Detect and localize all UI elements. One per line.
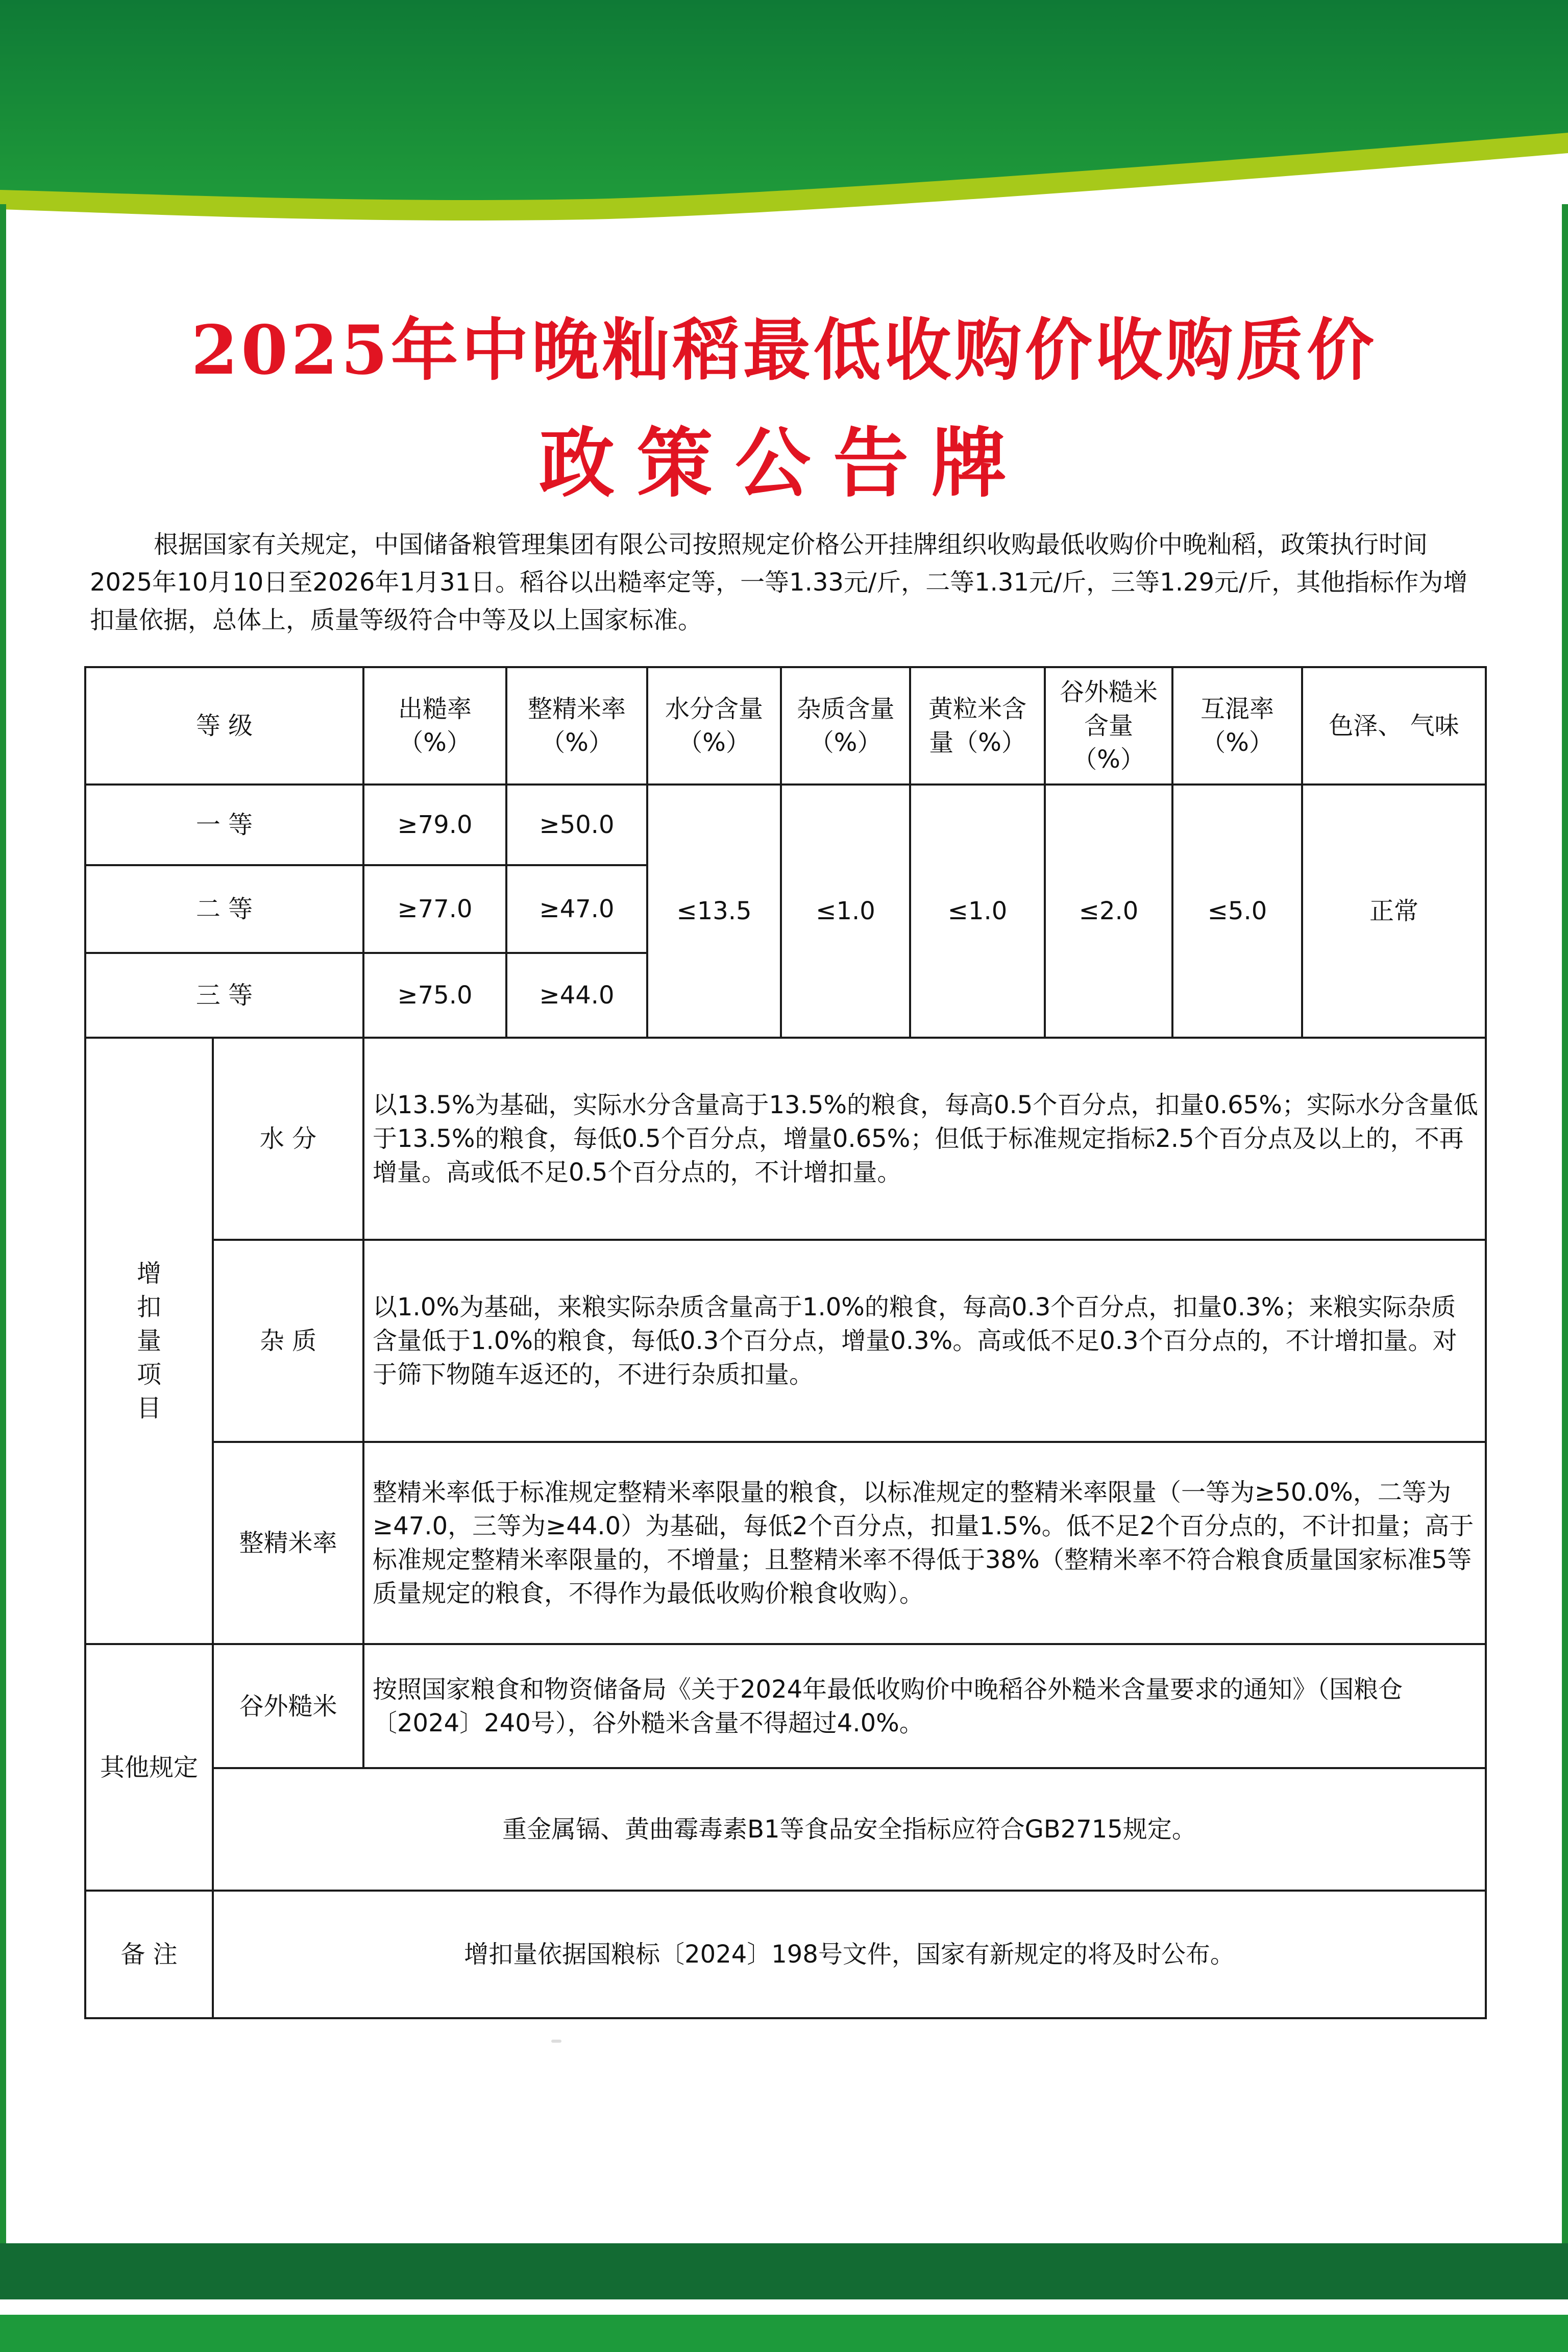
mixed-rate-limit: ≤5.0	[1172, 785, 1302, 1038]
adjust-item-name: 整精米率	[213, 1442, 363, 1644]
adjust-items-label: 增 扣 量 项 目	[85, 1038, 213, 1644]
table-row	[85, 1442, 1486, 1644]
small-mark	[551, 2040, 561, 2043]
remark-label: 备 注	[85, 1891, 213, 2018]
grade-husk-rate: ≥75.0	[363, 953, 506, 1038]
yellow-rice-limit: ≤1.0	[910, 785, 1045, 1038]
adjust-item-name: 杂 质	[213, 1240, 363, 1442]
page-title-line1: 2025年中晚籼稻最低收购价收购质价	[191, 311, 1377, 390]
grade-husk-rate: ≥79.0	[363, 785, 506, 865]
header-mixed-rate: 互混率 （%）	[1172, 667, 1302, 785]
impurity-limit: ≤1.0	[781, 785, 910, 1038]
grade-head-rice-rate: ≥50.0	[506, 785, 647, 865]
adjust-item-text: 以13.5%为基础，实际水分含量高于13.5%的粮食，每高0.5个百分点，扣量0.65%；实际水分含量低于13.5%的粮食，每低0.5个百分点，增量0.65%；但低于标准规定指标2.5个百分点及以上的，不再增量。高或低不足0.5个百分点的，不计增扣量。	[363, 1038, 1486, 1240]
top-green-banner	[0, 0, 1568, 245]
table-row	[85, 1644, 1486, 1768]
table-row	[85, 1768, 1486, 1891]
page-title-line2: 政策公告牌	[539, 419, 1029, 507]
outer-brown-rice-text: 按照国家粮食和物资储备局《关于2024年最低收购价中晚稻谷外糙米含量要求的通知》（国粮仓〔2024〕240号），谷外糙米含量不得超过4.0%。	[363, 1644, 1486, 1768]
bottom-green-banner	[0, 2243, 1568, 2352]
table-header-row	[85, 667, 1486, 785]
intro-paragraph: 根据国家有关规定，中国储备粮管理集团有限公司按照规定价格公开挂牌组织收购最低收购价中晚籼稻，政策执行时间2025年10月10日至2026年1月31日。稻谷以出糙率定等，一等1.33元/斤，二等1.31元/斤，三等1.29元/斤，其他指标作为增扣量依据，总体上，质量等级符合中等及以上国家标准。	[90, 530, 1468, 634]
outer-brown-rice-limit: ≤2.0	[1045, 785, 1172, 1038]
header-head-rice-rate: 整精米率 （%）	[506, 667, 647, 785]
moisture-limit: ≤13.5	[647, 785, 781, 1038]
grade-name: 三 等	[85, 953, 363, 1038]
outer-brown-rice-name: 谷外糙米	[213, 1644, 363, 1768]
header-outer-brown-rice: 谷外糙米 含量 （%）	[1045, 667, 1172, 785]
table-row	[85, 1038, 1486, 1240]
header-grade: 等 级	[85, 667, 363, 785]
grade-head-rice-rate: ≥47.0	[506, 865, 647, 953]
header-moisture: 水分含量 （%）	[647, 667, 781, 785]
grade-name: 二 等	[85, 865, 363, 953]
header-color-smell: 色泽、 气味	[1302, 667, 1486, 785]
food-safety-text: 重金属镉、黄曲霉毒素B1等食品安全指标应符合GB2715规定。	[213, 1768, 1486, 1891]
header-impurity: 杂质含量 （%）	[781, 667, 910, 785]
table-row	[85, 1891, 1486, 2018]
header-husk-rate: 出糙率 （%）	[363, 667, 506, 785]
adjust-item-name: 水 分	[213, 1038, 363, 1240]
table-row	[85, 785, 1486, 865]
adjust-item-text: 以1.0%为基础，来粮实际杂质含量高于1.0%的粮食，每高0.3个百分点，扣量0.3%；来粮实际杂质含量低于1.0%的粮食，每低0.3个百分点，增量0.3%。高或低不足0.3个百分点的，不计增扣量。对于筛下物随车返还的，不进行杂质扣量。	[363, 1240, 1486, 1442]
grade-name: 一 等	[85, 785, 363, 865]
header-yellow-rice: 黄粒米含 量（%）	[910, 667, 1045, 785]
color-smell-value: 正常	[1302, 785, 1486, 1038]
grade-head-rice-rate: ≥44.0	[506, 953, 647, 1038]
remark-text: 增扣量依据国粮标〔2024〕198号文件，国家有新规定的将及时公布。	[213, 1891, 1486, 2018]
adjust-item-text: 整精米率低于标准规定整精米率限量的粮食，以标准规定的整精米率限量（一等为≥50.0%，二等为≥47.0，三等为≥44.0）为基础，每低2个百分点，扣量1.5%。低不足2个百分点的，不计扣量；高于标准规定整精米率限量的，不增量；且整精米率不得低于38%（整精米率不符合粮食质量国家标准5等质量规定的粮食，不得作为最低收购价粮食收购）。	[363, 1442, 1486, 1644]
grade-husk-rate: ≥77.0	[363, 865, 506, 953]
quality-price-table	[84, 666, 1487, 2019]
other-rules-label: 其他规定	[85, 1644, 213, 1891]
table-row	[85, 1240, 1486, 1442]
